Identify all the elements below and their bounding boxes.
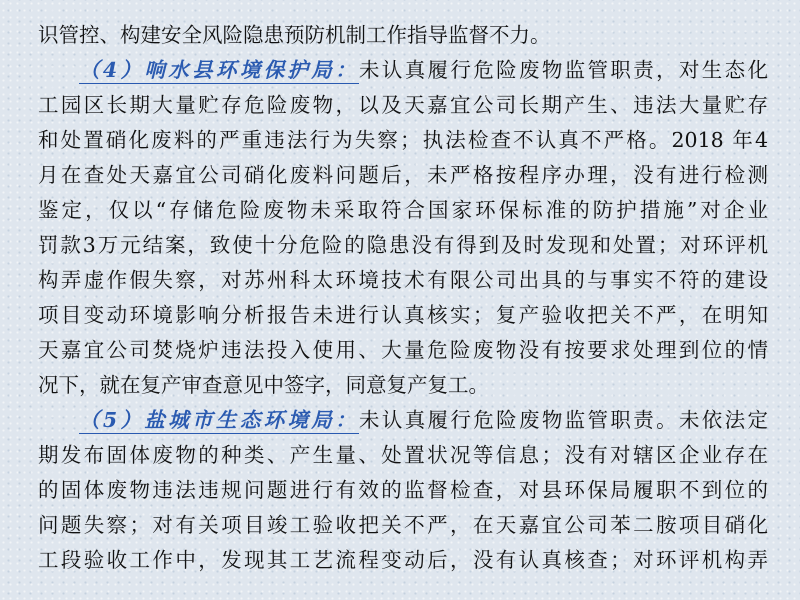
section-heading-line xyxy=(38,53,768,88)
line-text: 未认真履行危险废物监管职责。未依法定 xyxy=(359,408,768,432)
line-text: 识管控、构建安全风险隐患预防机制工作指导监督不力。 xyxy=(38,23,551,47)
line-text: 期发布固体废物的种类、产生量、处置状况等信息；没有对辖区企业存在 xyxy=(38,443,768,467)
text-line xyxy=(38,298,768,333)
text-line xyxy=(38,438,768,473)
text-line xyxy=(38,333,768,368)
text-line xyxy=(38,368,768,403)
line-text: 的固体废物违法违规问题进行有效的监督检查，对县环保局履职不到位的 xyxy=(38,478,768,502)
line-text: 工园区长期大量贮存危险废物，以及天嘉宜公司长期产生、违法大量贮存 xyxy=(38,93,768,117)
line-text: 月在查处天嘉宜公司硝化废料问题后，未严格按程序办理，没有进行检测 xyxy=(38,163,768,187)
line-text: 鉴定，仅以“存储危险废物未采取符合国家环保标准的防护措施”对企业 xyxy=(38,198,768,222)
line-text: 未认真履行危险废物监管职责，对生态化 xyxy=(359,58,768,82)
line-text: 问题失察；对有关项目竣工验收把关不严，在天嘉宜公司苯二胺项目硝化 xyxy=(38,513,768,537)
line-text: 天嘉宜公司焚烧炉违法投入使用、大量危险废物没有按要求处理到位的情 xyxy=(38,338,768,362)
line-text: 构弄虚作假失察，对苏州科太环境技术有限公司出具的与事实不符的建设 xyxy=(38,268,768,292)
line-text: 况下，就在复产审查意见中签字，同意复产复工。 xyxy=(38,373,489,397)
section-heading: （5）盐城市生态环境局： xyxy=(79,408,359,432)
document-page xyxy=(38,18,768,578)
text-line xyxy=(38,123,768,158)
text-line xyxy=(38,263,768,298)
section-heading-line xyxy=(38,403,768,438)
line-text: 项目变动环境影响分析报告未进行认真核实；复产验收把关不严，在明知 xyxy=(38,303,768,327)
section-heading: （4）响水县环境保护局： xyxy=(79,58,359,82)
text-line xyxy=(38,158,768,193)
text-line xyxy=(38,88,768,123)
text-line xyxy=(38,508,768,543)
text-line xyxy=(38,193,768,228)
text-line xyxy=(38,18,768,53)
text-line xyxy=(38,473,768,508)
line-text: 工段验收工作中，发现其工艺流程变动后，没有认真核查；对环评机构弄 xyxy=(38,548,768,572)
text-line xyxy=(38,228,768,263)
text-line xyxy=(38,543,768,578)
line-text: 罚款3万元结案，致使十分危险的隐患没有得到及时发现和处置；对环评机 xyxy=(38,233,768,257)
line-text: 和处置硝化废料的严重违法行为失察；执法检查不认真不严格。2018 年4 xyxy=(38,128,768,152)
